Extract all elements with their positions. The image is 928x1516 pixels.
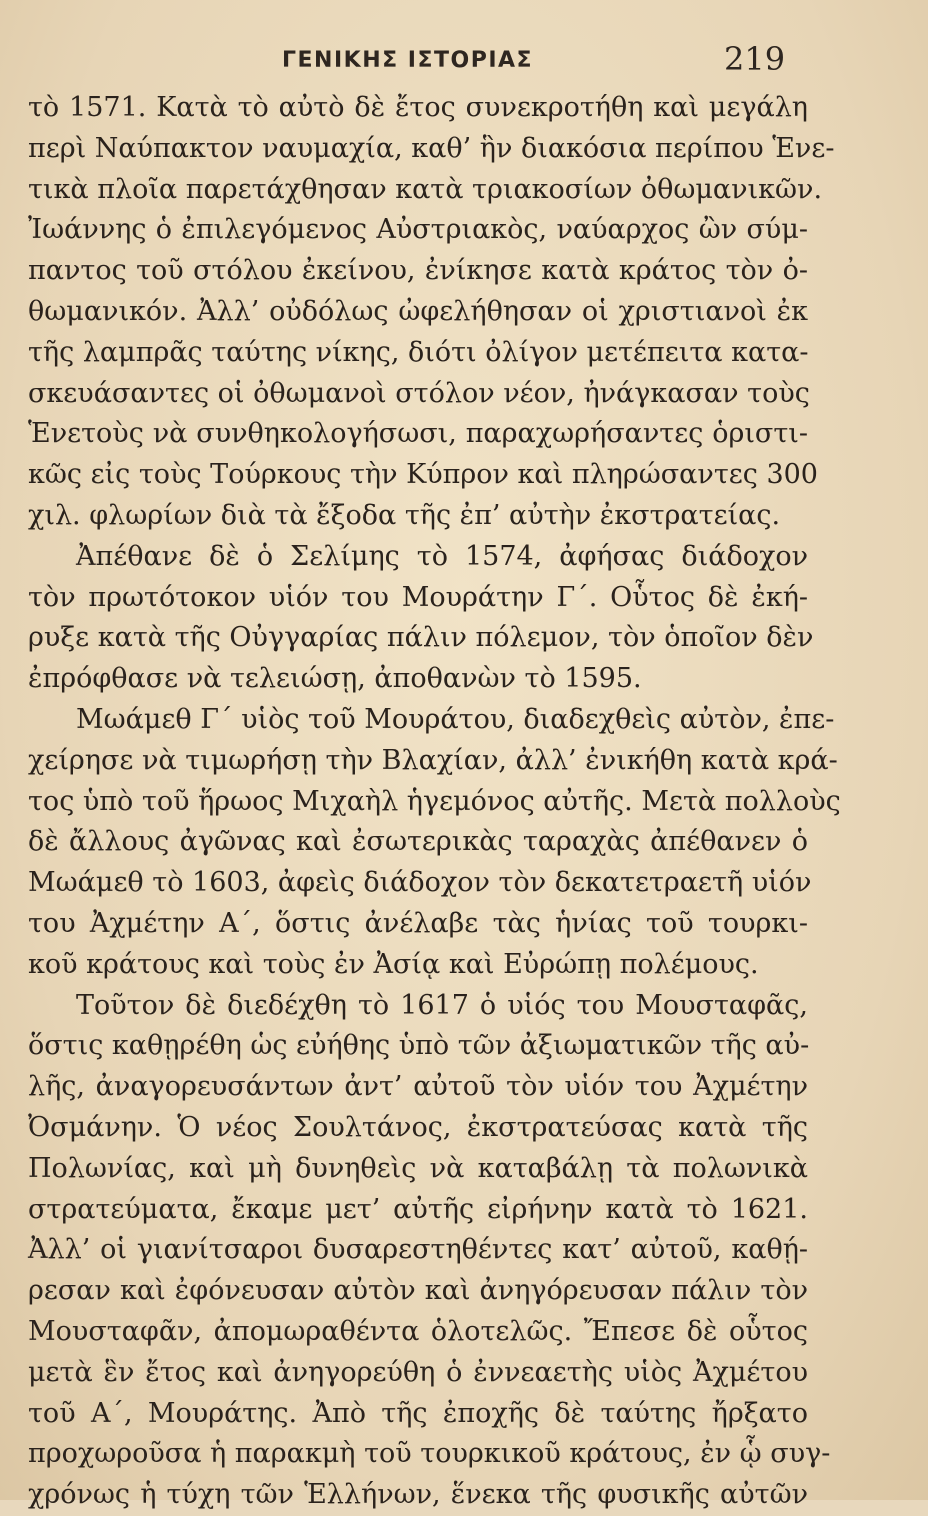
text-line: ὅστις καθῃρέθη ὡς εὐήθης ὑπὸ τῶν ἀξιωματικῶν τῆς αὐ- — [28, 1030, 810, 1062]
text-line: τῆς λαμπρᾶς ταύτης νίκης, διότι ὀλίγον μετέπειτα κατα- — [28, 336, 809, 368]
text-line: τὸν πρωτότοκον υἱόν του Μουράτην Γ΄. Οὗτος δὲ ἐκή- — [28, 581, 808, 613]
text-line: κοῦ κράτους καὶ τοὺς ἐν Ἀσίᾳ καὶ Εὐρώπῃ πολέμους. — [28, 948, 759, 980]
text-line: ρυξε κατὰ τῆς Οὐγγαρίας πάλιν πόλεμον, τὸν ὁποῖον δὲν — [28, 622, 814, 654]
text-line: ρεσαν καὶ ἐφόνευσαν αὐτὸν καὶ ἀνηγόρευσαν πάλιν τὸν — [28, 1275, 808, 1307]
text-line: θωμανικόν. Ἀλλ’ οὐδόλως ὠφελήθησαν οἱ χριστιανοὶ ἐκ — [28, 295, 808, 327]
text-line: κῶς εἰς τοὺς Τούρκους τὴν Κύπρον καὶ πληρώσαντες 300 — [28, 459, 818, 491]
text-line: Ἀπέθανε δὲ ὁ Σελίμης τὸ 1574, ἀφήσας διάδοχον — [76, 540, 808, 572]
text-line: τος ὑπὸ τοῦ ἥρωος Μιχαὴλ ἡγεμόνος αὐτῆς. Μετὰ πολλοὺς — [28, 785, 841, 817]
text-line: δὲ ἄλλους ἀγῶνας καὶ ἐσωτερικὰς ταραχὰς ἀπέθανεν ὁ — [28, 826, 808, 858]
text-line: τικὰ πλοῖα παρετάχθησαν κατὰ τριακοσίων ὀθωμανικῶν. — [28, 173, 823, 205]
text-line: ἐπρόφθασε νὰ τελειώσῃ, ἀποθανὼν τὸ 1595. — [28, 663, 642, 695]
text-line: μετὰ ἓν ἔτος καὶ ἀνηγορεύθη ὁ ἐννεαετὴς υἱὸς Ἀχμέτου — [28, 1356, 808, 1388]
text-line: χρόνως ἡ τύχη τῶν Ἑλλήνων, ἕνεκα τῆς φυσικῆς αὐτῶν — [28, 1479, 808, 1511]
page-number: 219 — [724, 40, 786, 78]
text-line: Μωάμεθ τὸ 1603, ἀφεὶς διάδοχον τὸν δεκατετραετῆ υἱόν — [28, 867, 812, 899]
text-line: τὸ 1571. Κατὰ τὸ αὐτὸ δὲ ἔτος συνεκροτήθη καὶ μεγάλη — [28, 92, 808, 123]
text-line: χιλ. φλωρίων διὰ τὰ ἔξοδα τῆς ἐπ’ αὐτὴν ἐκστρατείας. — [28, 499, 781, 531]
text-line: Τοῦτον δὲ διεδέχθη τὸ 1617 ὁ υἱός του Μουσταφᾶς, — [76, 989, 808, 1021]
text-line: χείρησε νὰ τιμωρήσῃ τὴν Βλαχίαν, ἀλλ’ ἐνικήθη κατὰ κρά- — [28, 744, 838, 776]
text-line: προχωροῦσα ἡ παρακμὴ τοῦ τουρκικοῦ κράτους, ἐν ᾧ συγ- — [28, 1438, 831, 1470]
text-line: λῆς, ἀναγορευσάντων ἀντ’ αὐτοῦ τὸν υἱόν του Ἀχμέτην — [28, 1071, 808, 1103]
text-line: περὶ Ναύπακτον ναυμαχία, καθ’ ἣν διακόσια περίπου Ἑνε- — [28, 132, 835, 164]
text-line: του Ἀχμέτην Α΄, ὅστις ἀνέλαβε τὰς ἡνίας τοῦ τουρκι- — [28, 907, 808, 939]
text-line: σκευάσαντες οἱ ὀθωμανοὶ στόλον νέον, ἠνάγκασαν τοὺς — [28, 377, 810, 409]
body-text — [28, 88, 841, 1516]
text-line: Ὀσμάνην. Ὁ νέος Σουλτάνος, ἐκστρατεύσας κατὰ τῆς — [28, 1111, 808, 1143]
text-line: Ἰωάννης ὁ ἐπιλεγόμενος Αὐστριακὸς, ναύαρχος ὢν σύμ- — [28, 214, 808, 246]
text-line: παντος τοῦ στόλου ἐκείνου, ἐνίκησε κατὰ κράτος τὸν ὀ- — [28, 255, 808, 287]
text-line: στρατεύματα, ἔκαμε μετ’ αὐτῆς εἰρήνην κατὰ τὸ 1621. — [28, 1193, 808, 1225]
text-line: Ἀλλ’ οἱ γιανίτσαροι δυσαρεστηθέντες κατ’ αὐτοῦ, καθῄ- — [28, 1234, 808, 1266]
text-line: Μωάμεθ Γ΄ υἱὸς τοῦ Μουράτου, διαδεχθεὶς αὐτὸν, ἐπε- — [76, 703, 835, 735]
running-head-title: ΓΕΝΙΚΗΣ ΙΣΤΟΡΙΑΣ — [282, 48, 534, 73]
text-line: Πολωνίας, καὶ μὴ δυνηθεὶς νὰ καταβάλῃ τὰ πολωνικὰ — [28, 1152, 808, 1184]
text-line: Ἑνετοὺς νὰ συνθηκολογήσωσι, παραχωρήσαντες ὁριστι- — [28, 418, 808, 450]
text-line: Μουσταφᾶν, ἀπομωραθέντα ὁλοτελῶς. Ἔπεσε δὲ οὗτος — [28, 1315, 808, 1347]
text-line: τοῦ Α΄, Μουράτης. Ἀπὸ τῆς ἐποχῆς δὲ ταύτης ἤρξατο — [28, 1397, 808, 1429]
